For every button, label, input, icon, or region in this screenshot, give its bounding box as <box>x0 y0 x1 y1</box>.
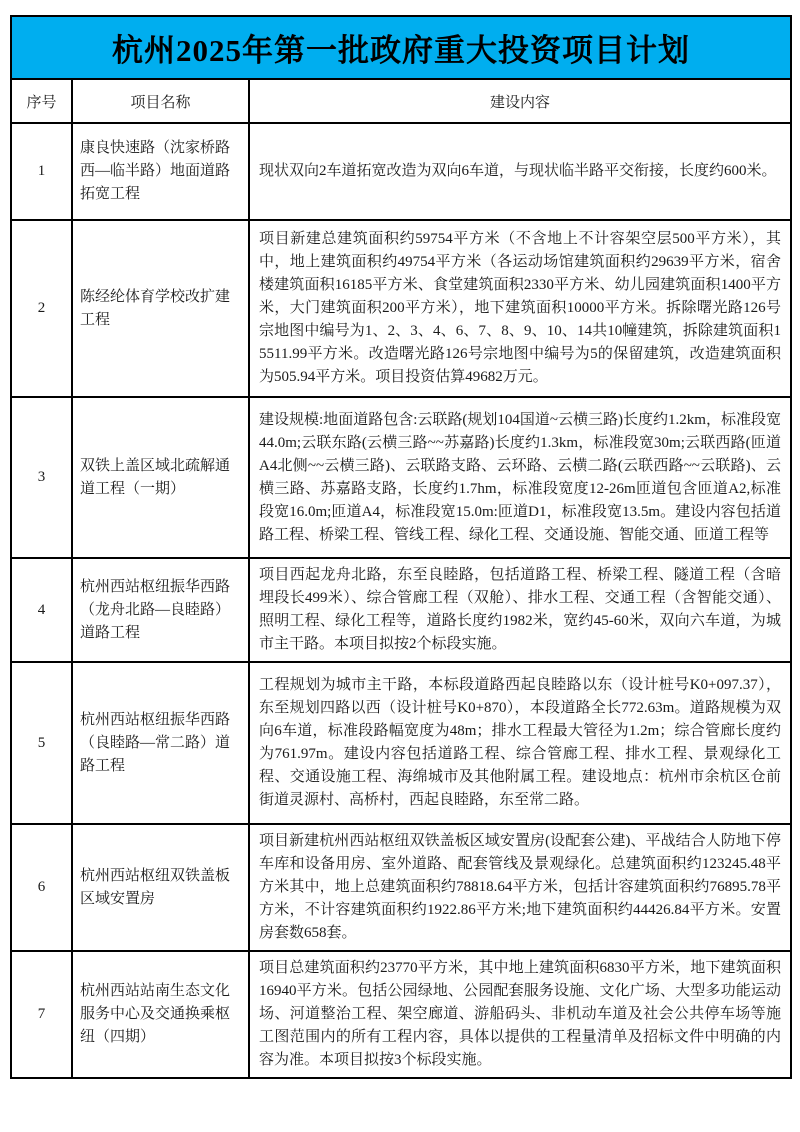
table-row <box>11 662 791 824</box>
row-3-construction-content: 建设规模:地面道路包含:云联路(规划104国道~云横三路)长度约1.2km，标准段宽44.0m;云联东路(云横三路~~苏嘉路)长度约1.3km，标准段宽30m;云联西路(匝道A4北侧~~云横三路)、云联路支路、云环路、云横二路(云联西路~~云联路)、云横三路、苏嘉路支路，长度约1.7hm，标准段宽度12-26m匝道包含匝道A2,标准段宽16.0m;匝道A4，标准段宽15.0m:匝道D1，标准段宽13.5m。建设内容包括道路工程、桥梁工程、管线工程、绿化工程、交通设施、智能交通、匝道工程等 <box>249 397 791 558</box>
table-row <box>11 220 791 397</box>
table-row <box>11 951 791 1078</box>
row-6-project-name: 杭州西站枢纽双铁盖板区域安置房 <box>72 824 249 951</box>
row-1-project-name: 康良快速路（沈家桥路西—临半路）地面道路拓宽工程 <box>72 123 249 220</box>
column-header-content: 建设内容 <box>249 79 791 123</box>
row-4-project-name: 杭州西站枢纽振华西路（龙舟北路—良睦路）道路工程 <box>72 558 249 662</box>
row-4-number: 4 <box>11 558 72 662</box>
row-3-project-name: 双铁上盖区域北疏解通道工程（一期） <box>72 397 249 558</box>
table-row <box>11 824 791 951</box>
table-row <box>11 123 791 220</box>
projects-table <box>10 15 792 1079</box>
row-2-construction-content: 项目新建总建筑面积约59754平方米（不含地上不计容架空层500平方米），其中，地上建筑面积约49754平方米（各运动场馆建筑面积约29639平方米，宿舍楼建筑面积16185平方米、食堂建筑面积2330平方米、幼儿园建筑面积1400平方米，大门建筑面积200平方米），地下建筑面积10000平方米。拆除曙光路126号宗地图中编号为1、2、3、4、6、7、8、9、10、14共10幢建筑，拆除建筑面积15511.99平方米。改造曙光路126号宗地图中编号为5的保留建筑，改造建筑面积为505.94平方米。项目投资估算49682万元。 <box>249 220 791 397</box>
column-header-no: 序号 <box>11 79 72 123</box>
row-5-number: 5 <box>11 662 72 824</box>
row-1-construction-content: 现状双向2车道拓宽改造为双向6车道，与现状临半路平交衔接，长度约600米。 <box>249 123 791 220</box>
row-6-number: 6 <box>11 824 72 951</box>
row-2-project-name: 陈经纶体育学校改扩建工程 <box>72 220 249 397</box>
row-7-construction-content: 项目总建筑面积约23770平方米，其中地上建筑面积6830平方米，地下建筑面积16940平方米。包括公园绿地、公园配套服务设施、文化广场、大型多功能运动场、河道整治工程、架空廊道、游船码头、非机动车道及社会公共停车场等施工图范围内的所有工程内容，具体以提供的工程量清单及招标文件中明确的内容为准。本项目拟按3个标段实施。 <box>249 951 791 1078</box>
row-7-project-name: 杭州西站站南生态文化服务中心及交通换乘枢纽（四期） <box>72 951 249 1078</box>
row-4-construction-content: 项目西起龙舟北路，东至良睦路，包括道路工程、桥梁工程、隧道工程（含暗埋段长499米）、综合管廊工程（双舱）、排水工程、交通工程（含智能交通）、照明工程、绿化工程等，道路长度约1982米，宽约45-60米，双向六车道，为城市主干路。本项目拟按2个标段实施。 <box>249 558 791 662</box>
row-2-number: 2 <box>11 220 72 397</box>
row-5-project-name: 杭州西站枢纽振华西路（良睦路—常二路）道路工程 <box>72 662 249 824</box>
column-header-name: 项目名称 <box>72 79 249 123</box>
row-1-number: 1 <box>11 123 72 220</box>
row-5-construction-content: 工程规划为城市主干路，本标段道路西起良睦路以东（设计桩号K0+097.37），东至规划四路以西（设计桩号K0+870），本段道路全长772.63m。道路规模为双向6车道，标准段路幅宽度为48m；排水工程最大管径为1.2m；综合管廊长度约为761.97m。建设内容包括道路工程、综合管廊工程、排水工程、景观绿化工程、交通设施工程、海绵城市及其他附属工程。建设地点：杭州市余杭区仓前街道灵源村、高桥村，西起良睦路，东至常二路。 <box>249 662 791 824</box>
table-row <box>11 397 791 558</box>
title-row <box>11 16 791 79</box>
table-row <box>11 558 791 662</box>
page-title: 杭州2025年第一批政府重大投资项目计划 <box>11 16 791 79</box>
row-3-number: 3 <box>11 397 72 558</box>
row-7-number: 7 <box>11 951 72 1078</box>
row-6-construction-content: 项目新建杭州西站枢纽双铁盖板区域安置房(设配套公建)、平战结合人防地下停车库和设备用房、室外道路、配套管线及景观绿化。总建筑面积约123245.48平方米其中，地上总建筑面积约78818.64平方米，包括计容建筑面积约76895.78平方米，不计容建筑面积约1922.86平方米;地下建筑面积约44426.84平方米。安置房套数658套。 <box>249 824 791 951</box>
table-header-row <box>11 79 791 123</box>
